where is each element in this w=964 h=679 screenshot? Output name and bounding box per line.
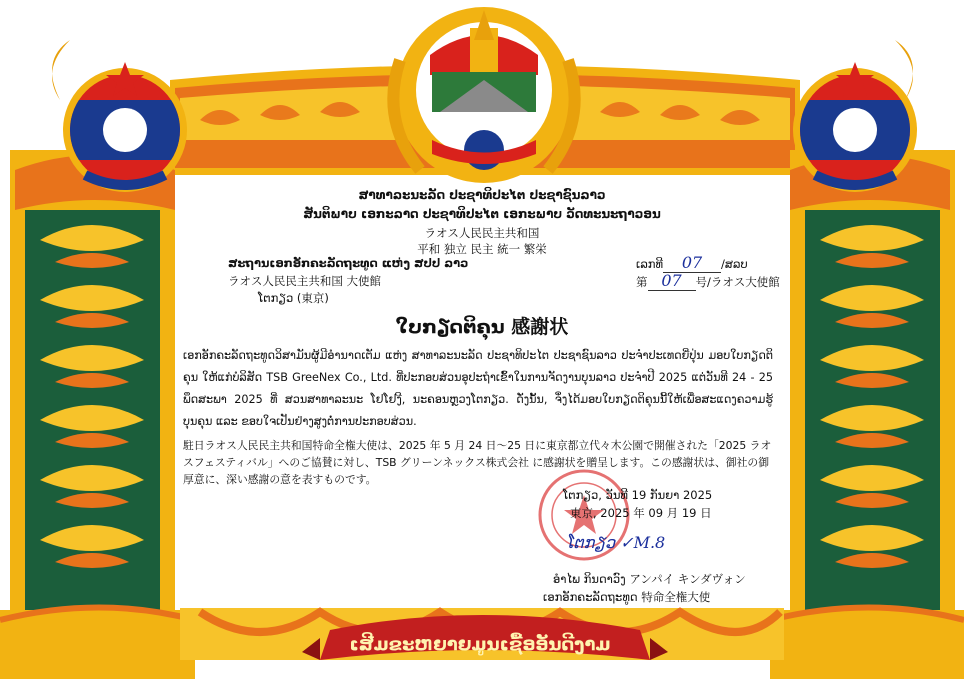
header-line-4: 平和 独立 民主 統一 繁栄 xyxy=(417,242,547,256)
reference-jp-number: 07 xyxy=(648,271,696,291)
reference-lao-number: 07 xyxy=(663,253,721,273)
reference-lao xyxy=(636,253,748,273)
date-lao: ໂຕກຽວ, ວັນທີ 19 ກັນຍາ 2025 xyxy=(563,488,713,502)
sender-line-2: ラオス人民民主共和国 大使館 xyxy=(228,274,382,288)
body-jp: 駐日ラオス人民民主共和国特命全権大使は、2025 年 5 月 24 日～25 日に東京都立代々木公園で開催された「2025 ラオスフェスティバル」へのご協賛に対し、TSB グリーンネックス株式会社 に感謝状を贈呈します。この感謝状は、御社の御厚意に、深い感謝の意を表すものです。 xyxy=(183,439,772,486)
header-line-3: ラオス人民民主共和国 xyxy=(424,226,540,240)
reference-jp-suffix: 号/ラオス大使館 xyxy=(695,275,780,289)
certificate-title: ໃບກຽດຕິຄຸນ 感謝状 xyxy=(395,316,569,338)
reference-lao-suffix: /ສລບ xyxy=(721,257,748,271)
reference-jp-prefix: 第 xyxy=(636,275,648,289)
sender-line-3: ໂຕກຽວ (東京) xyxy=(258,291,329,305)
banner-text: ເສີມຂະຫຍາຍມູນເຊື້ອອັນດີງາມ xyxy=(349,634,611,655)
header-line-2: ສັນຕິພາບ ເອກະລາດ ປະຊາທິປະໄຕ ເອກະພາບ ວັດທະນະຖາວອນ xyxy=(303,207,661,221)
sender-line-1: ສະຖານເອກອັກຄະລັດຖະທູດ ແຫ່ງ ສປປ ລາວ xyxy=(228,256,469,270)
signature: ໂຕກຽວ ✓M.8 xyxy=(566,533,666,552)
header-line-1: ສາທາລະນະລັດ ປະຊາທິປະໄຕ ປະຊາຊົນລາວ xyxy=(358,188,606,202)
date-jp: 東京, 2025 年 09 月 19 日 xyxy=(570,506,712,520)
right-flag-emblem xyxy=(793,40,917,192)
reference-lao-prefix: ເລກທີ xyxy=(636,257,664,271)
signatory-title: ເອກອັກຄະລັດຖະທູດ 特命全権大使 xyxy=(543,590,711,604)
reference-jp xyxy=(636,271,780,291)
body-lao: ເອກອັກຄະລັດຖະທູດວິສາມັນຜູ້ມີອໍານາດເຕັມ ແຫ່ງ ສາທາລະນະລັດ ປະຊາທິປະໄຕ ປະຊາຊົນລາວ ປະຈໍາປະເທດຍີ່ປຸ່ນ ມອບໃບກຽດຕິຄຸນ ໃຫ້ແກ່ບໍລິສັດ TSB GreeNex Co., Ltd. ທີ່ປະກອບສ່ວນອຸປະຖໍາເຂົ້າໃນການຈັດງານບຸນລາວ ປະຈໍາປີ 2025 ແຕ່ວັນທີ 24 - 25 ພຶດສະພາ 2025 ທີ່ ສວນສາທາລະນະ ໂຢໂຢງີ, ນະຄອນຫຼວງໂຕກຽວ. ດັ່ງນັ້ນ, ຈຶ່ງໄດ້ມອບໃບກຽດຕິຄຸນນີ້ໃຫ້ເພື່ອສະແດງຄວາມຮູ້ບຸນຄຸນ ແລະ ຂອບໃຈເປັນຢ່າງສູງຕໍ່ການປະກອບສ່ວນ. xyxy=(183,349,773,428)
signatory-name: ອໍາໄພ ກິນດາວົງ アンパイ キンダヴォン xyxy=(553,572,746,586)
